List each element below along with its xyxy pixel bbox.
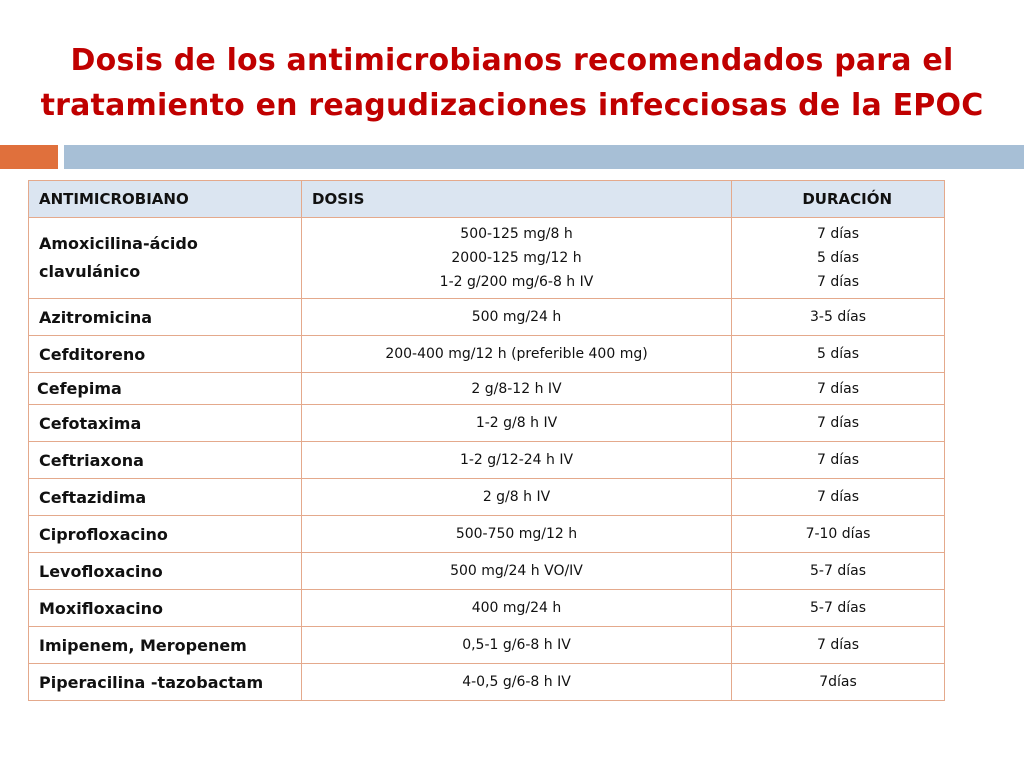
duration-cell: 5-7 días [732,590,945,627]
dose-cell: 2 g/8-12 h IV [302,373,732,405]
duration-cell: 7 días [732,627,945,664]
drug-name: Imipenem, Meropenem [29,627,302,664]
duration-cell: 7 días [732,442,945,479]
drug-name: Levofloxacino [29,553,302,590]
table-row [29,373,945,405]
slide-title-line-1: Dosis de los antimicrobianos recomendados para el [70,43,954,78]
dose-cell: 500 mg/24 h VO/IV [302,553,732,590]
dose-cell: 2 g/8 h IV [302,479,732,516]
drug-name: Ciprofloxacino [29,516,302,553]
dose-cell: 400 mg/24 h [302,590,732,627]
duration-line: 7 días [816,274,859,290]
duration-line: 7 días [816,226,859,242]
table-row [29,627,945,664]
header-antimicrobiano: ANTIMICROBIANO [29,181,302,218]
duration-line: 5 días [816,250,859,266]
dose-cell [302,218,732,299]
drug-name: Cefotaxima [29,405,302,442]
table-row [29,299,945,336]
table-row [29,516,945,553]
table-header-row [29,181,945,218]
dose-line: 500-125 mg/8 h [460,226,573,242]
dose-cell: 500 mg/24 h [302,299,732,336]
dose-line: 1-2 g/200 mg/6-8 h IV [439,274,594,290]
table-row [29,405,945,442]
drug-name: Azitromicina [29,299,302,336]
drug-name: Cefepima [29,373,302,405]
duration-cell: 7 días [732,405,945,442]
duration-cell: 3-5 días [732,299,945,336]
dose-line: 2000-125 mg/12 h [451,250,582,266]
dose-cell: 500-750 mg/12 h [302,516,732,553]
drug-name: Amoxicilina-ácido clavulánico [29,218,302,299]
slide-title [0,38,1024,128]
slide-title-line-2: tratamiento en reagudizaciones infecciosas de la EPOC [40,88,984,123]
table-row [29,336,945,373]
header-dosis: DOSIS [302,181,732,218]
antimicrobial-dosage-table [28,180,945,701]
dose-cell: 1-2 g/8 h IV [302,405,732,442]
header-duracion: DURACIÓN [732,181,945,218]
drug-name: Moxifloxacino [29,590,302,627]
dose-cell: 4-0,5 g/6-8 h IV [302,664,732,701]
duration-cell: 7-10 días [732,516,945,553]
table-row [29,442,945,479]
duration-cell [732,218,945,299]
dose-cell: 1-2 g/12-24 h IV [302,442,732,479]
table-row [29,553,945,590]
drug-name: Ceftazidima [29,479,302,516]
table-row [29,590,945,627]
table-row [29,479,945,516]
drug-name: Piperacilina -tazobactam [29,664,302,701]
duration-cell: 5 días [732,336,945,373]
duration-cell: 7 días [732,479,945,516]
accent-bar-blue [64,145,1024,169]
table-row [29,218,945,299]
duration-cell: 7días [732,664,945,701]
drug-name: Cefditoreno [29,336,302,373]
table-row [29,664,945,701]
dose-cell: 0,5-1 g/6-8 h IV [302,627,732,664]
drug-name: Ceftriaxona [29,442,302,479]
accent-bar-orange [0,145,58,169]
dose-cell: 200-400 mg/12 h (preferible 400 mg) [302,336,732,373]
duration-cell: 7 días [732,373,945,405]
duration-cell: 5-7 días [732,553,945,590]
